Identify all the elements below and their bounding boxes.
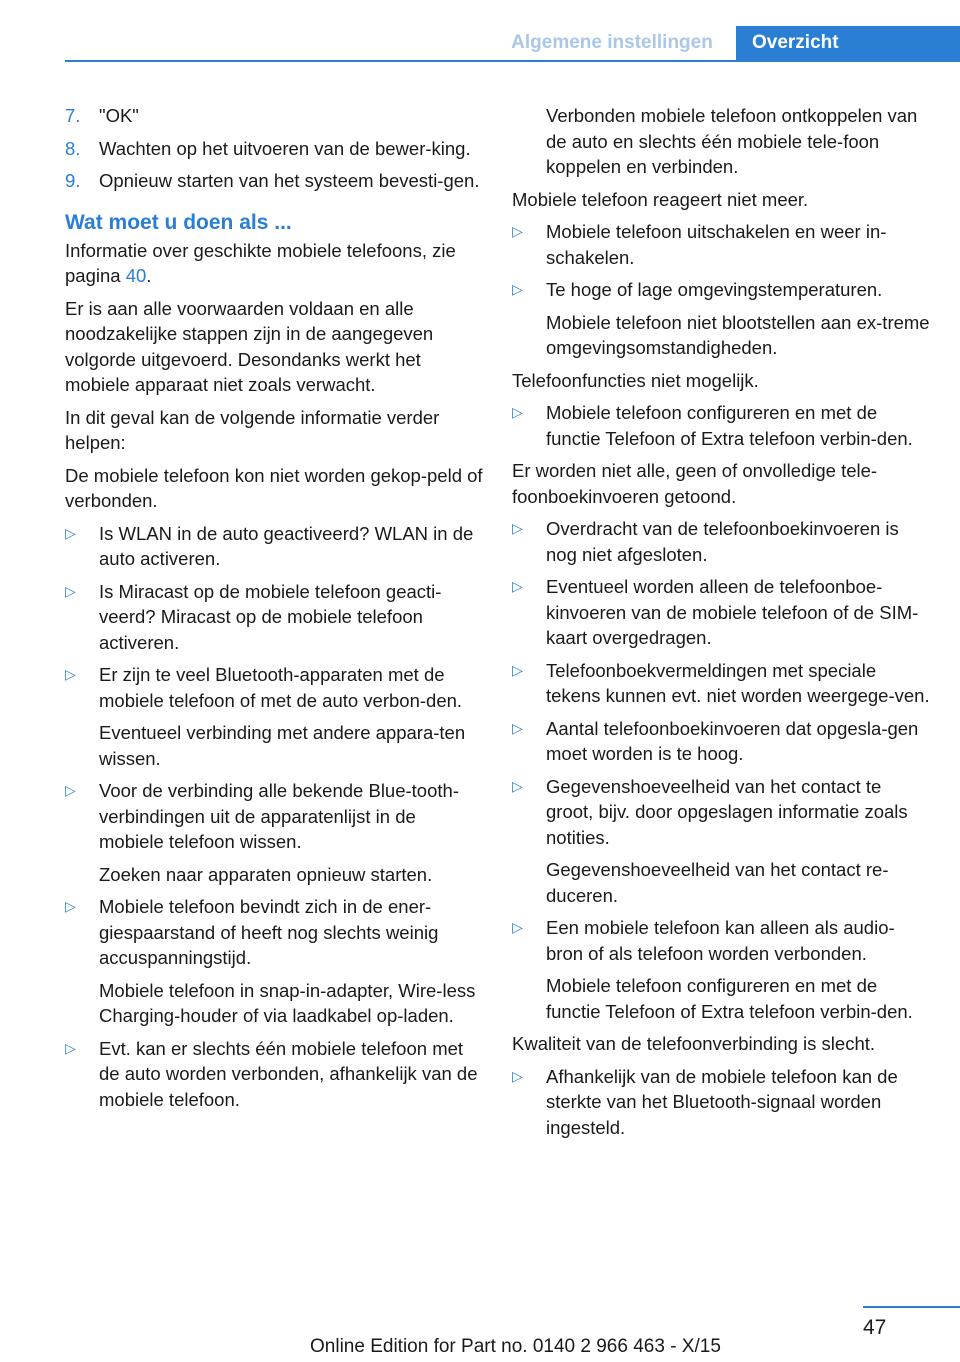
bullet-item (512, 774, 930, 851)
triangle-bullet-icon: ▷ (512, 223, 523, 239)
bullet-item (512, 716, 930, 767)
triangle-bullet-icon: ▷ (512, 1067, 523, 1084)
edition-footer: Online Edition for Part no. 0140 2 966 463 - X/15 (310, 1336, 721, 1357)
bullet-item (65, 579, 483, 656)
problem-title: Telefoonfuncties niet mogelijk. (512, 369, 759, 391)
problem-title: Kwaliteit van de telefoonverbinding is slecht. (512, 1033, 876, 1054)
section-tab[interactable]: Algemene instellingen (511, 32, 713, 53)
triangle-bullet-icon: ▷ (65, 582, 76, 599)
paragraph: In dit geval kan de volgende informatie verder helpen: (65, 406, 440, 453)
bullet-item (512, 277, 930, 303)
triangle-bullet-icon: ▷ (512, 404, 523, 420)
bullet-text: Telefoonboekvermeldingen met speciale tekens kunnen evt. niet worden weergege-ven. (546, 659, 930, 706)
step-number: 9. (65, 170, 81, 191)
left-column (65, 103, 483, 1119)
bullet-continuation: Gegevenshoeveelheid van het contact re-duceren. (546, 859, 889, 906)
triangle-bullet-icon: ▷ (512, 719, 523, 736)
step-number: 8. (65, 137, 81, 159)
bullet-text: Mobiele telefoon uitschakelen en weer in-schakelen. (546, 221, 887, 268)
bullet-continuation: Mobiele telefoon in snap-in-adapter, Wire-less Charging-houder of via laadkabel op-laden. (99, 979, 476, 1026)
bullet-item (65, 1036, 483, 1113)
bullet-text: Overdracht van de telefoonboekinvoeren is nog niet afgesloten. (546, 518, 899, 565)
bullet-item (512, 1064, 930, 1141)
bullet-item (65, 662, 483, 713)
bullet-text: Eventueel worden alleen de telefoonboe-kinvoeren van de mobiele telefoon of de SIM-kaart overgedragen. (546, 576, 919, 648)
triangle-bullet-icon: ▷ (65, 1039, 76, 1056)
bullet-text: Er zijn te veel Bluetooth-apparaten met de mobiele telefoon of met de auto verbon-den. (99, 664, 463, 711)
bullet-item (65, 521, 483, 572)
bullet-text: Voor de verbinding alle bekende Blue-tooth-verbindingen uit de apparatenlijst in de mobiele telefoon wissen. (99, 780, 459, 852)
triangle-bullet-icon: ▷ (512, 281, 523, 297)
bullet-text: Te hoge of lage omgevingstemperaturen. (546, 279, 883, 300)
bullet-text: Een mobiele telefoon kan alleen als audio-bron of als telefoon worden verbonden. (546, 917, 895, 964)
overview-tab[interactable]: Overzicht (736, 26, 960, 60)
triangle-bullet-icon: ▷ (512, 520, 523, 536)
bullet-text: Mobiele telefoon configureren en met de functie Telefoon of Extra telefoon verbin-den. (546, 402, 913, 449)
intro-end: . (146, 265, 152, 286)
triangle-bullet-icon: ▷ (512, 919, 523, 935)
bullet-text: Is WLAN in de auto geactiveerd? WLAN in de auto activeren. (99, 522, 474, 569)
bullet-text: Is Miracast op de mobiele telefoon geacti-veerd? Miracast op de mobiele telefoon activeren. (99, 580, 442, 653)
page-number: 47 (863, 1316, 887, 1339)
problem-title: Er worden niet alle, geen of onvolledige tele-foonboekinvoeren getoond. (512, 460, 878, 507)
bullet-item (512, 219, 930, 270)
step-item (65, 168, 483, 194)
step-item (65, 103, 483, 129)
bullet-text: Afhankelijk van de mobiele telefoon kan de sterkte van het Bluetooth-signaal worden ingesteld. (546, 1065, 898, 1138)
triangle-bullet-icon: ▷ (65, 898, 76, 914)
step-text: "OK" (99, 105, 139, 126)
step-item (65, 136, 483, 162)
step-number: 7. (65, 105, 81, 126)
section-heading: Wat moet u doen als ... (65, 210, 292, 234)
triangle-bullet-icon: ▷ (65, 524, 76, 541)
bullet-continuation: Zoeken naar apparaten opnieuw starten. (99, 863, 433, 885)
intro-paragraph (65, 238, 483, 289)
bullet-item (512, 400, 930, 451)
bullet-item (65, 778, 483, 855)
bullet-text: Aantal telefoonboekinvoeren dat opgesla-gen moet worden is te hoog. (546, 717, 919, 764)
paragraph: Er is aan alle voorwaarden voldaan en alle noodzakelijke stappen zijn in de aangegeven volgorde uitgevoerd. Desondanks werkt het mobiele apparaat niet zoals verwacht. (65, 297, 434, 395)
problem-title: Mobiele telefoon reageert niet meer. (512, 188, 809, 210)
bullet-item (512, 915, 930, 966)
problem-title: De mobiele telefoon kon niet worden gekop-peld of verbonden. (65, 464, 483, 511)
bullet-item (65, 894, 483, 971)
bullet-continuation: Mobiele telefoon configureren en met de functie Telefoon of Extra telefoon verbin-den. (546, 975, 913, 1022)
right-column (512, 103, 930, 1147)
triangle-bullet-icon: ▷ (512, 777, 523, 794)
triangle-bullet-icon: ▷ (65, 666, 76, 682)
footer-rule (863, 1306, 960, 1308)
bullet-text: Mobiele telefoon bevindt zich in de ener-giespaarstand of heeft nog slechts weinig accuspanningstijd. (99, 896, 439, 968)
bullet-item (512, 516, 930, 567)
bullet-text: Gegevenshoeveelheid van het contact te groot, bijv. door opgeslagen informatie zoals notities. (546, 775, 908, 848)
step-text: Opnieuw starten van het systeem bevesti-gen. (99, 170, 480, 191)
triangle-bullet-icon: ▷ (512, 661, 523, 678)
bullet-continuation: Eventueel verbinding met andere appara-ten wissen. (99, 722, 466, 769)
bullet-item (512, 574, 930, 651)
triangle-bullet-icon: ▷ (65, 782, 76, 798)
intro-text: Informatie over geschikte mobiele telefoons, zie pagina (65, 239, 456, 286)
step-text: Wachten op het uitvoeren van de bewer-king. (99, 137, 471, 159)
bullet-continuation: Verbonden mobiele telefoon ontkoppelen van de auto en slechts één mobiele tele-foon koppelen en verbinden. (546, 105, 918, 177)
bullet-item (512, 658, 930, 709)
bullet-continuation: Mobiele telefoon niet blootstellen aan ex-treme omgevingsomstandigheden. (546, 311, 930, 358)
triangle-bullet-icon: ▷ (512, 578, 523, 594)
bullet-text: Evt. kan er slechts één mobiele telefoon met de auto worden verbonden, afhankelijk van de mobiele telefoon. (99, 1037, 478, 1110)
header-rule (65, 60, 960, 62)
page-link[interactable]: 40 (125, 265, 147, 286)
